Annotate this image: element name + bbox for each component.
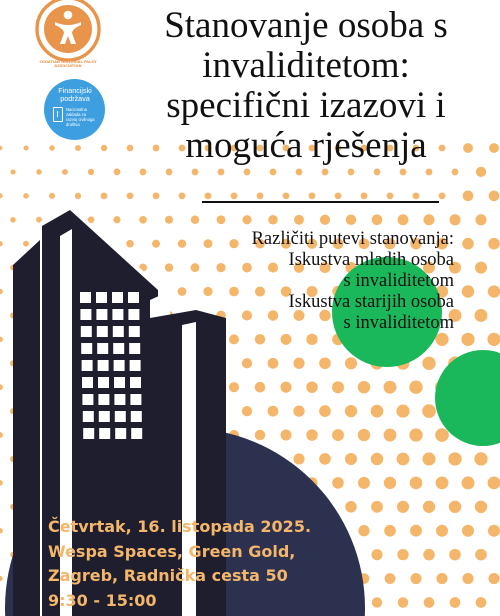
halftone-dot	[0, 193, 3, 198]
halftone-dot	[463, 190, 474, 201]
halftone-dot	[474, 452, 487, 465]
halftone-dot	[205, 192, 212, 199]
event-details	[48, 515, 311, 613]
halftone-dot	[0, 289, 3, 295]
halftone-dot	[488, 238, 500, 250]
halftone-dot	[461, 333, 474, 346]
halftone-dot	[358, 477, 370, 489]
halftone-dot	[475, 214, 486, 225]
building-window	[114, 360, 125, 371]
halftone-dot	[384, 525, 396, 537]
building-window	[80, 309, 91, 320]
halftone-dot	[192, 169, 199, 176]
halftone-dot	[62, 169, 68, 175]
halftone-dot	[281, 334, 292, 345]
halftone-dot	[255, 334, 265, 344]
poster-title-line: Stanovanje osoba s	[164, 5, 448, 46]
foundation-logo-icon	[53, 107, 63, 122]
halftone-dot	[462, 238, 474, 250]
halftone-dot	[489, 191, 500, 202]
halftone-dot	[294, 215, 304, 225]
halftone-dot	[49, 193, 55, 199]
halftone-dot	[348, 169, 355, 176]
event-venue: Wespa Spaces, Green Gold,	[48, 541, 296, 561]
building-window	[113, 326, 124, 337]
building-window	[97, 343, 108, 354]
halftone-dot	[0, 576, 3, 581]
building-window	[128, 292, 139, 303]
halftone-dot	[217, 215, 226, 224]
halftone-dot	[387, 192, 394, 199]
building-window	[131, 428, 142, 439]
halftone-dot	[371, 405, 384, 418]
halftone-dot	[23, 193, 29, 199]
halftone-dot	[436, 476, 449, 489]
halftone-dot	[139, 216, 147, 224]
logo-caption: CROATIAN HISTORIAL PALSY ASSOCIATION	[39, 60, 97, 68]
halftone-dot	[296, 169, 303, 176]
halftone-dot	[439, 192, 446, 199]
program-topic-line: Iskustva starijih osoba	[288, 292, 454, 312]
halftone-dot	[49, 145, 55, 151]
halftone-dot	[270, 169, 277, 176]
halftone-dot	[0, 528, 3, 534]
halftone-dot	[487, 333, 500, 346]
halftone-dot	[268, 406, 279, 417]
halftone-dot	[397, 453, 410, 466]
halftone-dot	[0, 384, 3, 390]
person-circle-logo-icon	[37, 0, 99, 60]
building-window	[129, 326, 140, 337]
building-window	[112, 292, 123, 303]
halftone-dot	[127, 192, 134, 199]
halftone-dot	[218, 169, 225, 176]
halftone-dot	[410, 477, 423, 490]
event-address: Zagreb, Radnička cesta 50	[48, 566, 288, 585]
building-window	[80, 292, 91, 303]
halftone-dot	[449, 214, 460, 225]
halftone-dot	[283, 192, 290, 199]
halftone-dot	[268, 358, 279, 369]
halftone-dot	[374, 169, 381, 176]
building-window	[83, 411, 94, 422]
program-topic-line: Različiti putevi stanovanja:	[251, 229, 454, 249]
building-window	[82, 360, 93, 371]
building-window	[129, 343, 140, 354]
building-window	[99, 411, 110, 422]
halftone-dot	[488, 573, 499, 584]
halftone-dot	[409, 428, 422, 441]
halftone-dot	[361, 192, 368, 199]
halftone-dot	[179, 192, 186, 199]
halftone-dot	[384, 477, 396, 489]
halftone-dot	[346, 215, 356, 225]
halftone-dot	[450, 597, 461, 608]
halftone-dot	[255, 382, 266, 393]
halftone-dot	[423, 501, 435, 513]
halftone-dot	[462, 525, 474, 537]
halftone-dot	[309, 192, 316, 199]
building-window	[114, 394, 125, 405]
halftone-dot	[319, 405, 331, 417]
poster-title-line: specifični izazovi i	[166, 85, 446, 126]
halftone-dot	[400, 169, 407, 176]
halftone-dot	[319, 453, 331, 465]
halftone-dot	[476, 597, 487, 608]
halftone-dot	[409, 381, 422, 394]
halftone-dot	[422, 452, 435, 465]
halftone-dot	[488, 476, 500, 489]
event-time: 9:30 - 15:00	[48, 590, 157, 610]
halftone-dot	[488, 285, 500, 297]
halftone-dot	[371, 453, 383, 465]
halftone-dot	[332, 477, 344, 489]
halftone-dot	[23, 241, 29, 247]
halftone-dot	[0, 480, 3, 486]
halftone-dot	[229, 382, 239, 392]
halftone-dot	[449, 549, 461, 561]
halftone-dot	[475, 549, 487, 561]
halftone-dot	[449, 501, 461, 513]
halftone-dot	[10, 169, 15, 174]
halftone-dot	[126, 240, 134, 248]
halftone-dot	[372, 597, 382, 607]
halftone-dot	[36, 169, 42, 175]
halftone-dot	[410, 573, 421, 584]
halftone-dot	[462, 476, 475, 489]
halftone-dot	[281, 430, 292, 441]
halftone-dot	[101, 145, 107, 151]
halftone-dot	[398, 214, 409, 225]
halftone-dot	[166, 169, 173, 176]
program-topic-line: s invaliditetom	[343, 313, 454, 333]
halftone-dot	[488, 525, 500, 537]
halftone-dot	[462, 285, 474, 297]
building-window	[96, 309, 107, 320]
halftone-dot	[435, 428, 449, 442]
title-divider	[202, 201, 439, 203]
halftone-dot	[0, 241, 3, 246]
halftone-dot	[293, 453, 304, 464]
building-window	[113, 343, 124, 354]
program-topic-line: s invaliditetom	[343, 271, 454, 291]
halftone-dot	[293, 405, 304, 416]
building-window	[130, 360, 141, 371]
halftone-dot	[422, 404, 436, 418]
halftone-dot	[436, 573, 447, 584]
halftone-dot	[320, 215, 330, 225]
halftone-dot	[306, 381, 318, 393]
building-window	[82, 394, 93, 405]
halftone-dot	[371, 501, 383, 513]
halftone-dot	[426, 169, 433, 176]
funding-badge-organization: Nacionalna zaklada za razvoj civilnoga društva	[66, 107, 95, 127]
halftone-dot	[396, 405, 409, 418]
building-window	[128, 309, 139, 320]
building-window	[98, 394, 109, 405]
halftone-dot	[398, 597, 409, 608]
halftone-dot	[385, 573, 396, 584]
halftone-dot	[0, 336, 3, 342]
halftone-dot	[358, 525, 369, 536]
building-window	[98, 360, 109, 371]
halftone-dot	[165, 216, 173, 224]
halftone-dot	[475, 501, 487, 513]
building-window	[83, 428, 94, 439]
halftone-dot	[372, 214, 383, 225]
halftone-dot	[475, 309, 488, 322]
poster-title-line: invaliditetom:	[202, 45, 410, 86]
halftone-dot	[140, 169, 147, 176]
halftone-dot	[268, 215, 278, 225]
poster-title	[112, 6, 500, 166]
halftone-dot	[153, 192, 160, 199]
halftone-dot	[435, 333, 448, 346]
halftone-dot	[242, 215, 251, 224]
halftone-dot	[397, 501, 409, 513]
halftone-dot	[335, 192, 342, 199]
poster-title-line: moguća rješenja	[185, 125, 427, 166]
halftone-dot	[452, 169, 459, 176]
halftone-dot	[244, 169, 251, 176]
halftone-dot	[280, 382, 291, 393]
halftone-dot	[10, 217, 15, 222]
building-window	[98, 377, 109, 388]
building-window	[99, 428, 110, 439]
halftone-dot	[191, 216, 199, 224]
building-window	[115, 411, 126, 422]
halftone-dot	[0, 432, 3, 438]
halftone-dot	[423, 549, 434, 560]
halftone-dot	[397, 549, 408, 560]
halftone-dot	[88, 169, 94, 175]
program-topics	[176, 229, 454, 334]
halftone-dot	[23, 145, 28, 150]
halftone-dot	[231, 192, 238, 199]
halftone-dot	[257, 192, 264, 199]
building-window	[81, 343, 92, 354]
halftone-dot	[384, 381, 397, 394]
halftone-dot	[371, 549, 382, 560]
building-window	[97, 326, 108, 337]
halftone-dot	[293, 358, 304, 369]
halftone-dot	[448, 452, 461, 465]
halftone-dot	[462, 573, 473, 584]
halftone-dot	[358, 429, 370, 441]
halftone-dot	[384, 429, 397, 442]
building-window	[81, 326, 92, 337]
building-window	[131, 411, 142, 422]
halftone-dot	[113, 216, 120, 223]
halftone-dot	[422, 357, 435, 370]
halftone-dot	[114, 169, 121, 176]
halftone-dot	[152, 240, 160, 248]
halftone-dot	[345, 501, 356, 512]
halftone-dot	[306, 429, 317, 440]
halftone-dot	[242, 358, 252, 368]
building-window	[96, 292, 107, 303]
halftone-dot	[410, 525, 422, 537]
halftone-dot	[165, 263, 173, 271]
building-window	[112, 309, 123, 320]
halftone-dot	[0, 146, 2, 151]
building-window	[115, 428, 126, 439]
funding-badge	[44, 79, 105, 140]
halftone-dot	[75, 193, 81, 199]
building-window	[82, 377, 93, 388]
halftone-dot	[345, 357, 357, 369]
funding-badge-title: Financijski podržava	[58, 86, 92, 103]
halftone-dot	[436, 525, 448, 537]
halftone-dot	[476, 167, 486, 177]
halftone-dot	[101, 192, 108, 199]
building-window	[130, 377, 141, 388]
halftone-dot	[332, 381, 344, 393]
halftone-dot	[75, 145, 81, 151]
halftone-dot	[255, 430, 266, 441]
program-topic-line: Iskustva mladih osoba	[288, 250, 454, 270]
halftone-dot	[413, 192, 420, 199]
halftone-dot	[332, 429, 344, 441]
halftone-dot	[345, 453, 357, 465]
halftone-dot	[475, 262, 487, 274]
halftone-dot	[306, 334, 317, 345]
halftone-dot	[229, 334, 239, 344]
halftone-dot	[423, 214, 434, 225]
halftone-dot	[242, 406, 252, 416]
halftone-dot	[322, 169, 329, 176]
halftone-dot	[345, 405, 357, 417]
halftone-dot	[358, 381, 370, 393]
halftone-dot	[319, 357, 331, 369]
halftone-dot	[424, 597, 435, 608]
building-window	[130, 394, 141, 405]
building-window	[114, 377, 125, 388]
event-date: Četvrtak, 16. listopada 2025.	[48, 517, 312, 536]
